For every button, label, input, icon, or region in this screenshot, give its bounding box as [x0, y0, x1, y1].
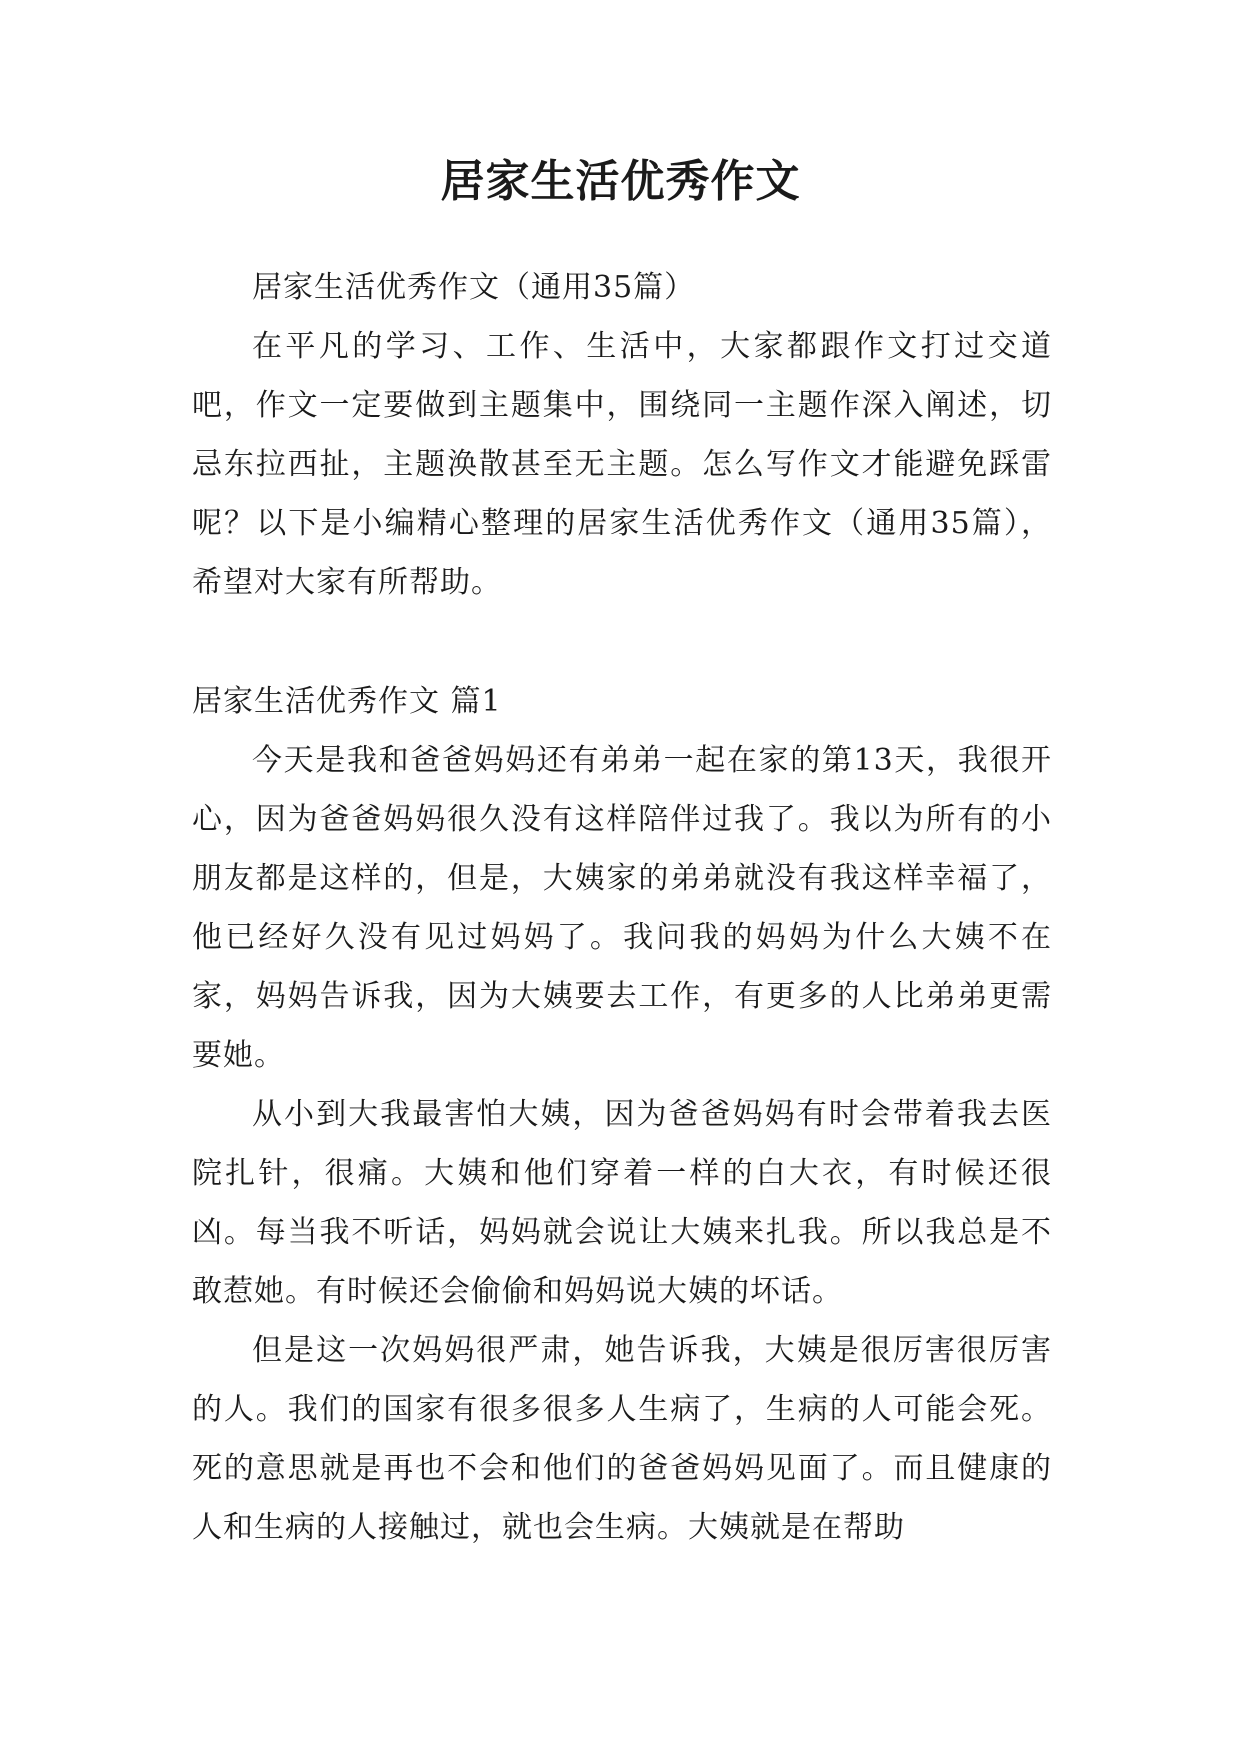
- body-paragraph: 今天是我和爸爸妈妈还有弟弟一起在家的第13天，我很开心，因为爸爸妈妈很久没有这样陪伴过我了。我以为所有的小朋友都是这样的，但是，大姨家的弟弟就没有我这样幸福了，他已经好久没有见过妈妈了。我问我的妈妈为什么大姨不在家，妈妈告诉我，因为大姨要去工作，有更多的人比弟弟更需要她。: [192, 743, 1052, 1073]
- section-heading: 居家生活优秀作文 篇1: [192, 684, 502, 719]
- document-body: [192, 258, 1052, 1557]
- document-subtitle: 居家生活优秀作文（通用35篇）: [252, 270, 696, 305]
- intro-paragraph: 在平凡的学习、工作、生活中，大家都跟作文打过交道吧，作文一定要做到主题集中，围绕同一主题作深入阐述，切忌东拉西扯，主题涣散甚至无主题。怎么写作文才能避免踩雷呢？以下是小编精心整理的居家生活优秀作文（通用35篇），希望对大家有所帮助。: [192, 329, 1052, 600]
- body-paragraph: 但是这一次妈妈很严肃，她告诉我，大姨是很厉害很厉害的人。我们的国家有很多很多人生病了，生病的人可能会死。死的意思就是再也不会和他们的爸爸妈妈见面了。而且健康的人和生病的人接触过，就也会生病。大姨就是在帮助: [192, 1333, 1052, 1545]
- document-title: 居家生活优秀作文: [440, 156, 801, 207]
- body-paragraph: 从小到大我最害怕大姨，因为爸爸妈妈有时会带着我去医院扎针，很痛。大姨和他们穿着一样的白大衣，有时候还很凶。每当我不听话，妈妈就会说让大姨来扎我。所以我总是不敢惹她。有时候还会偷偷和妈妈说大姨的坏话。: [192, 1097, 1052, 1309]
